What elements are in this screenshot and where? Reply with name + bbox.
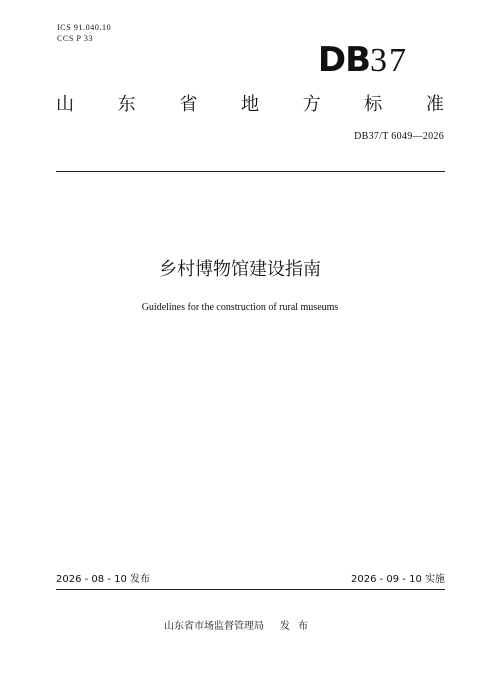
standard-category-char: 东 [117, 94, 136, 115]
ccs-code: CCS P 33 [57, 34, 94, 43]
standard-category-char: 准 [425, 94, 444, 115]
publisher [0, 620, 480, 634]
standard-category-char: 地 [240, 94, 259, 115]
classification-codes [57, 22, 111, 44]
standard-category-char: 省 [179, 94, 198, 115]
standard-number: DB37/T 6049—2026 [354, 131, 444, 142]
ics-code: ICS 91.040.10 [57, 23, 112, 32]
standard-category-char: 标 [364, 94, 383, 115]
publisher-action: 发布 [280, 621, 316, 632]
db-logo-prefix: DB [317, 40, 370, 80]
top-divider [56, 171, 445, 172]
publisher-name: 山东省市场监督管理局 [164, 621, 264, 632]
bottom-divider [56, 589, 445, 590]
implementation-date: 2026 - 09 - 10 实施 [350, 574, 445, 585]
standard-category-char: 山 [56, 94, 74, 115]
standard-category-char: 方 [302, 94, 321, 115]
standard-category [56, 93, 444, 117]
issue-date: 2026 - 08 - 10 发布 [56, 574, 151, 585]
db-logo-number: 37 [370, 42, 408, 79]
title-english: Guidelines for the construction of rural museums [141, 302, 339, 313]
title-chinese: 乡村博物馆建设指南 [159, 259, 321, 280]
db-logo [318, 40, 408, 81]
